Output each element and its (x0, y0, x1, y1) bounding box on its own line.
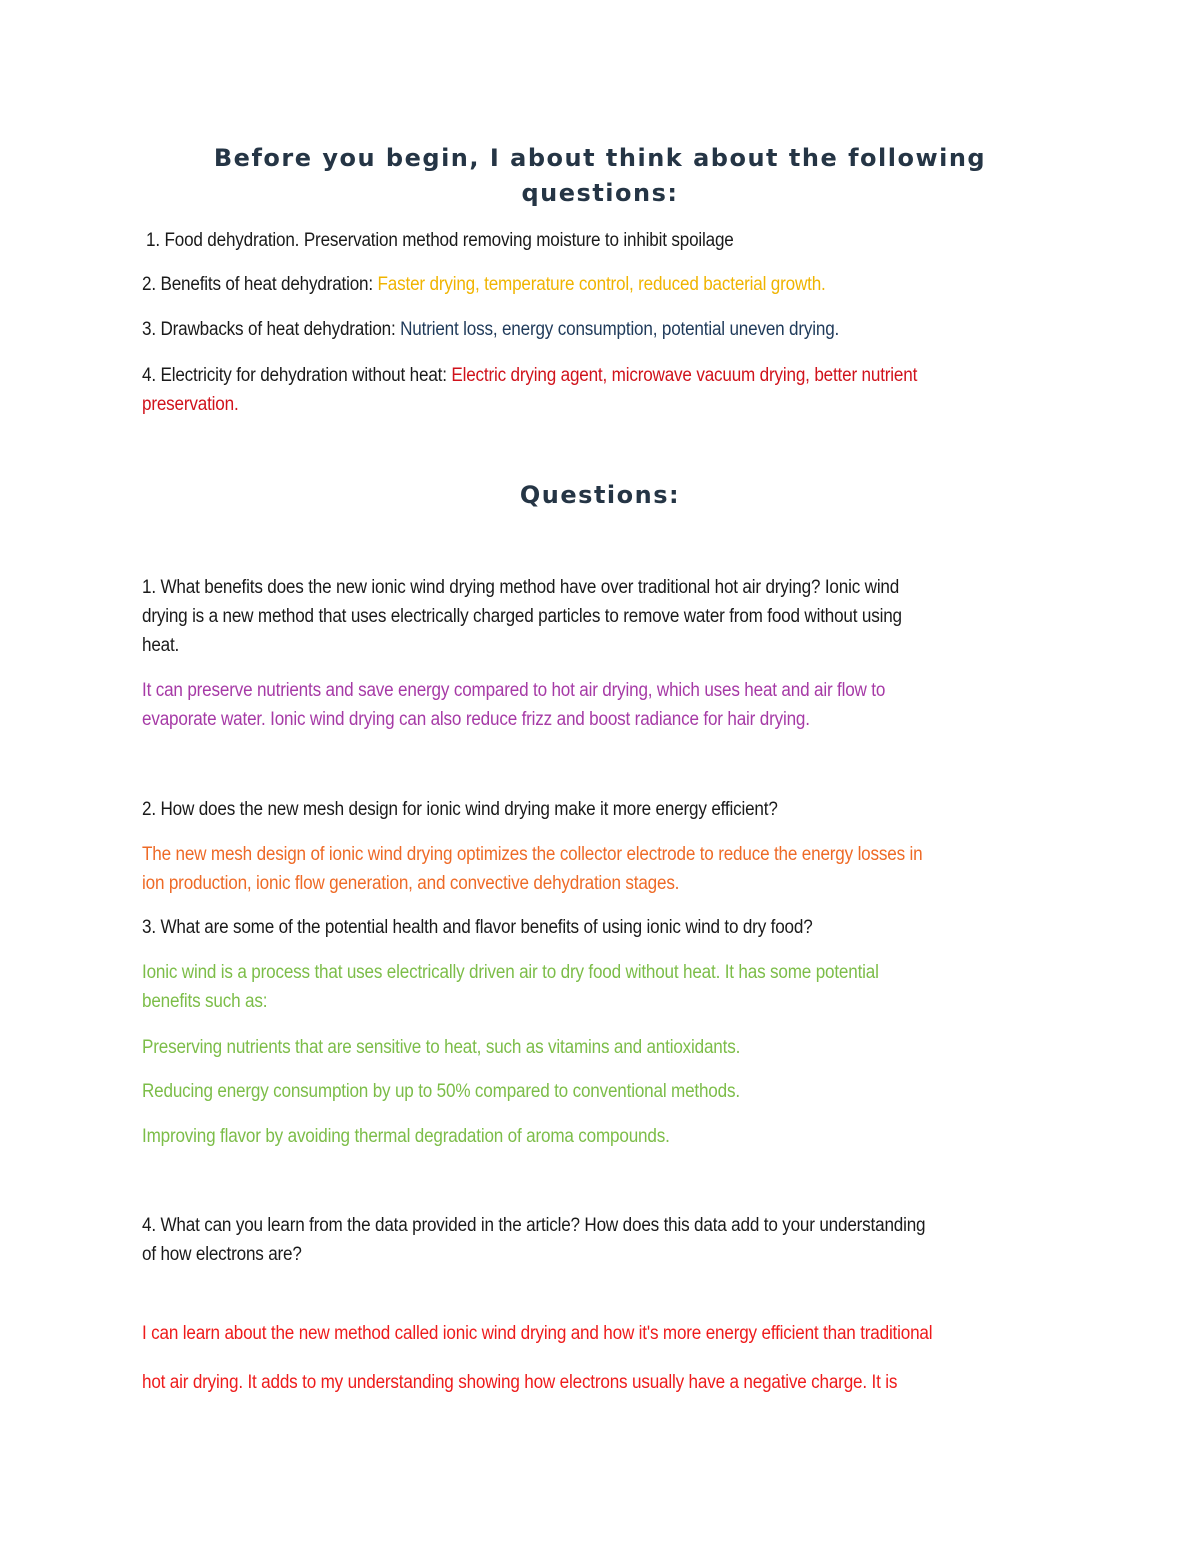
intro-item-2 (142, 273, 826, 297)
answer-3-line-2: benefits such as: (142, 991, 268, 1012)
intro-item-2-prompt: 2. Benefits of heat dehydration: (142, 274, 378, 295)
answer-2-line-1: The new mesh design of ionic wind drying optimizes the collector electrode to reduce the energy losses in (142, 844, 923, 865)
questions-heading: Questions: (519, 481, 681, 509)
question-1-line-3: heat. (142, 635, 180, 656)
intro-item-1: 1. Food dehydration. Preservation method removing moisture to inhibit spoilage (146, 230, 734, 251)
question-1-line-1: 1. What benefits does the new ionic wind drying method have over traditional hot air drying? Ionic wind (142, 577, 900, 598)
answer-1-line-1: It can preserve nutrients and save energy compared to hot air drying, which uses heat and air flow to (142, 680, 886, 701)
answer-3-point-1: Preserving nutrients that are sensitive to heat, such as vitamins and antioxidants. (142, 1037, 741, 1058)
answer-3-point-2: Reducing energy consumption by up to 50% compared to conventional methods. (142, 1081, 740, 1102)
question-4-line-1: 4. What can you learn from the data provided in the article? How does this data add to your understanding (142, 1215, 926, 1236)
answer-2-line-2: ion production, ionic flow generation, and convective dehydration stages. (142, 873, 680, 894)
intro-heading-line-1: Before you begin, I about think about the following (213, 144, 987, 172)
answer-3-point-3: Improving flavor by avoiding thermal degradation of aroma compounds. (142, 1126, 670, 1147)
intro-heading-line-2: questions: (521, 179, 679, 207)
intro-item-4-prompt: 4. Electricity for dehydration without heat: (142, 365, 452, 386)
question-4-line-2: of how electrons are? (142, 1244, 302, 1265)
intro-item-3-prompt: 3. Drawbacks of heat dehydration: (142, 319, 401, 340)
answer-1-line-2: evaporate water. Ionic wind drying can also reduce frizz and boost radiance for hair drying. (142, 709, 810, 730)
intro-item-4 (142, 364, 917, 388)
intro-item-3-answer: Nutrient loss, energy consumption, potential uneven drying. (400, 319, 840, 340)
question-1-line-2: drying is a new method that uses electrically charged particles to remove water from food without using (142, 606, 902, 627)
answer-3-line-1: Ionic wind is a process that uses electrically driven air to dry food without heat. It has some potential (142, 962, 879, 983)
question-2: 2. How does the new mesh design for ionic wind drying make it more energy efficient? (142, 799, 778, 820)
intro-item-3 (142, 318, 839, 342)
intro-item-4-answer: Electric drying agent, microwave vacuum drying, better nutrient (451, 365, 918, 386)
intro-item-2-answer: Faster drying, temperature control, reduced bacterial growth. (377, 274, 826, 295)
question-3: 3. What are some of the potential health and flavor benefits of using ionic wind to dry food? (142, 917, 813, 938)
intro-item-4-answer-continued: preservation. (142, 394, 239, 415)
answer-4-line-1: I can learn about the new method called ionic wind drying and how it's more energy efficient than traditional (142, 1323, 933, 1344)
answer-4-line-2: hot air drying. It adds to my understanding showing how electrons usually have a negative charge. It is (142, 1372, 898, 1393)
